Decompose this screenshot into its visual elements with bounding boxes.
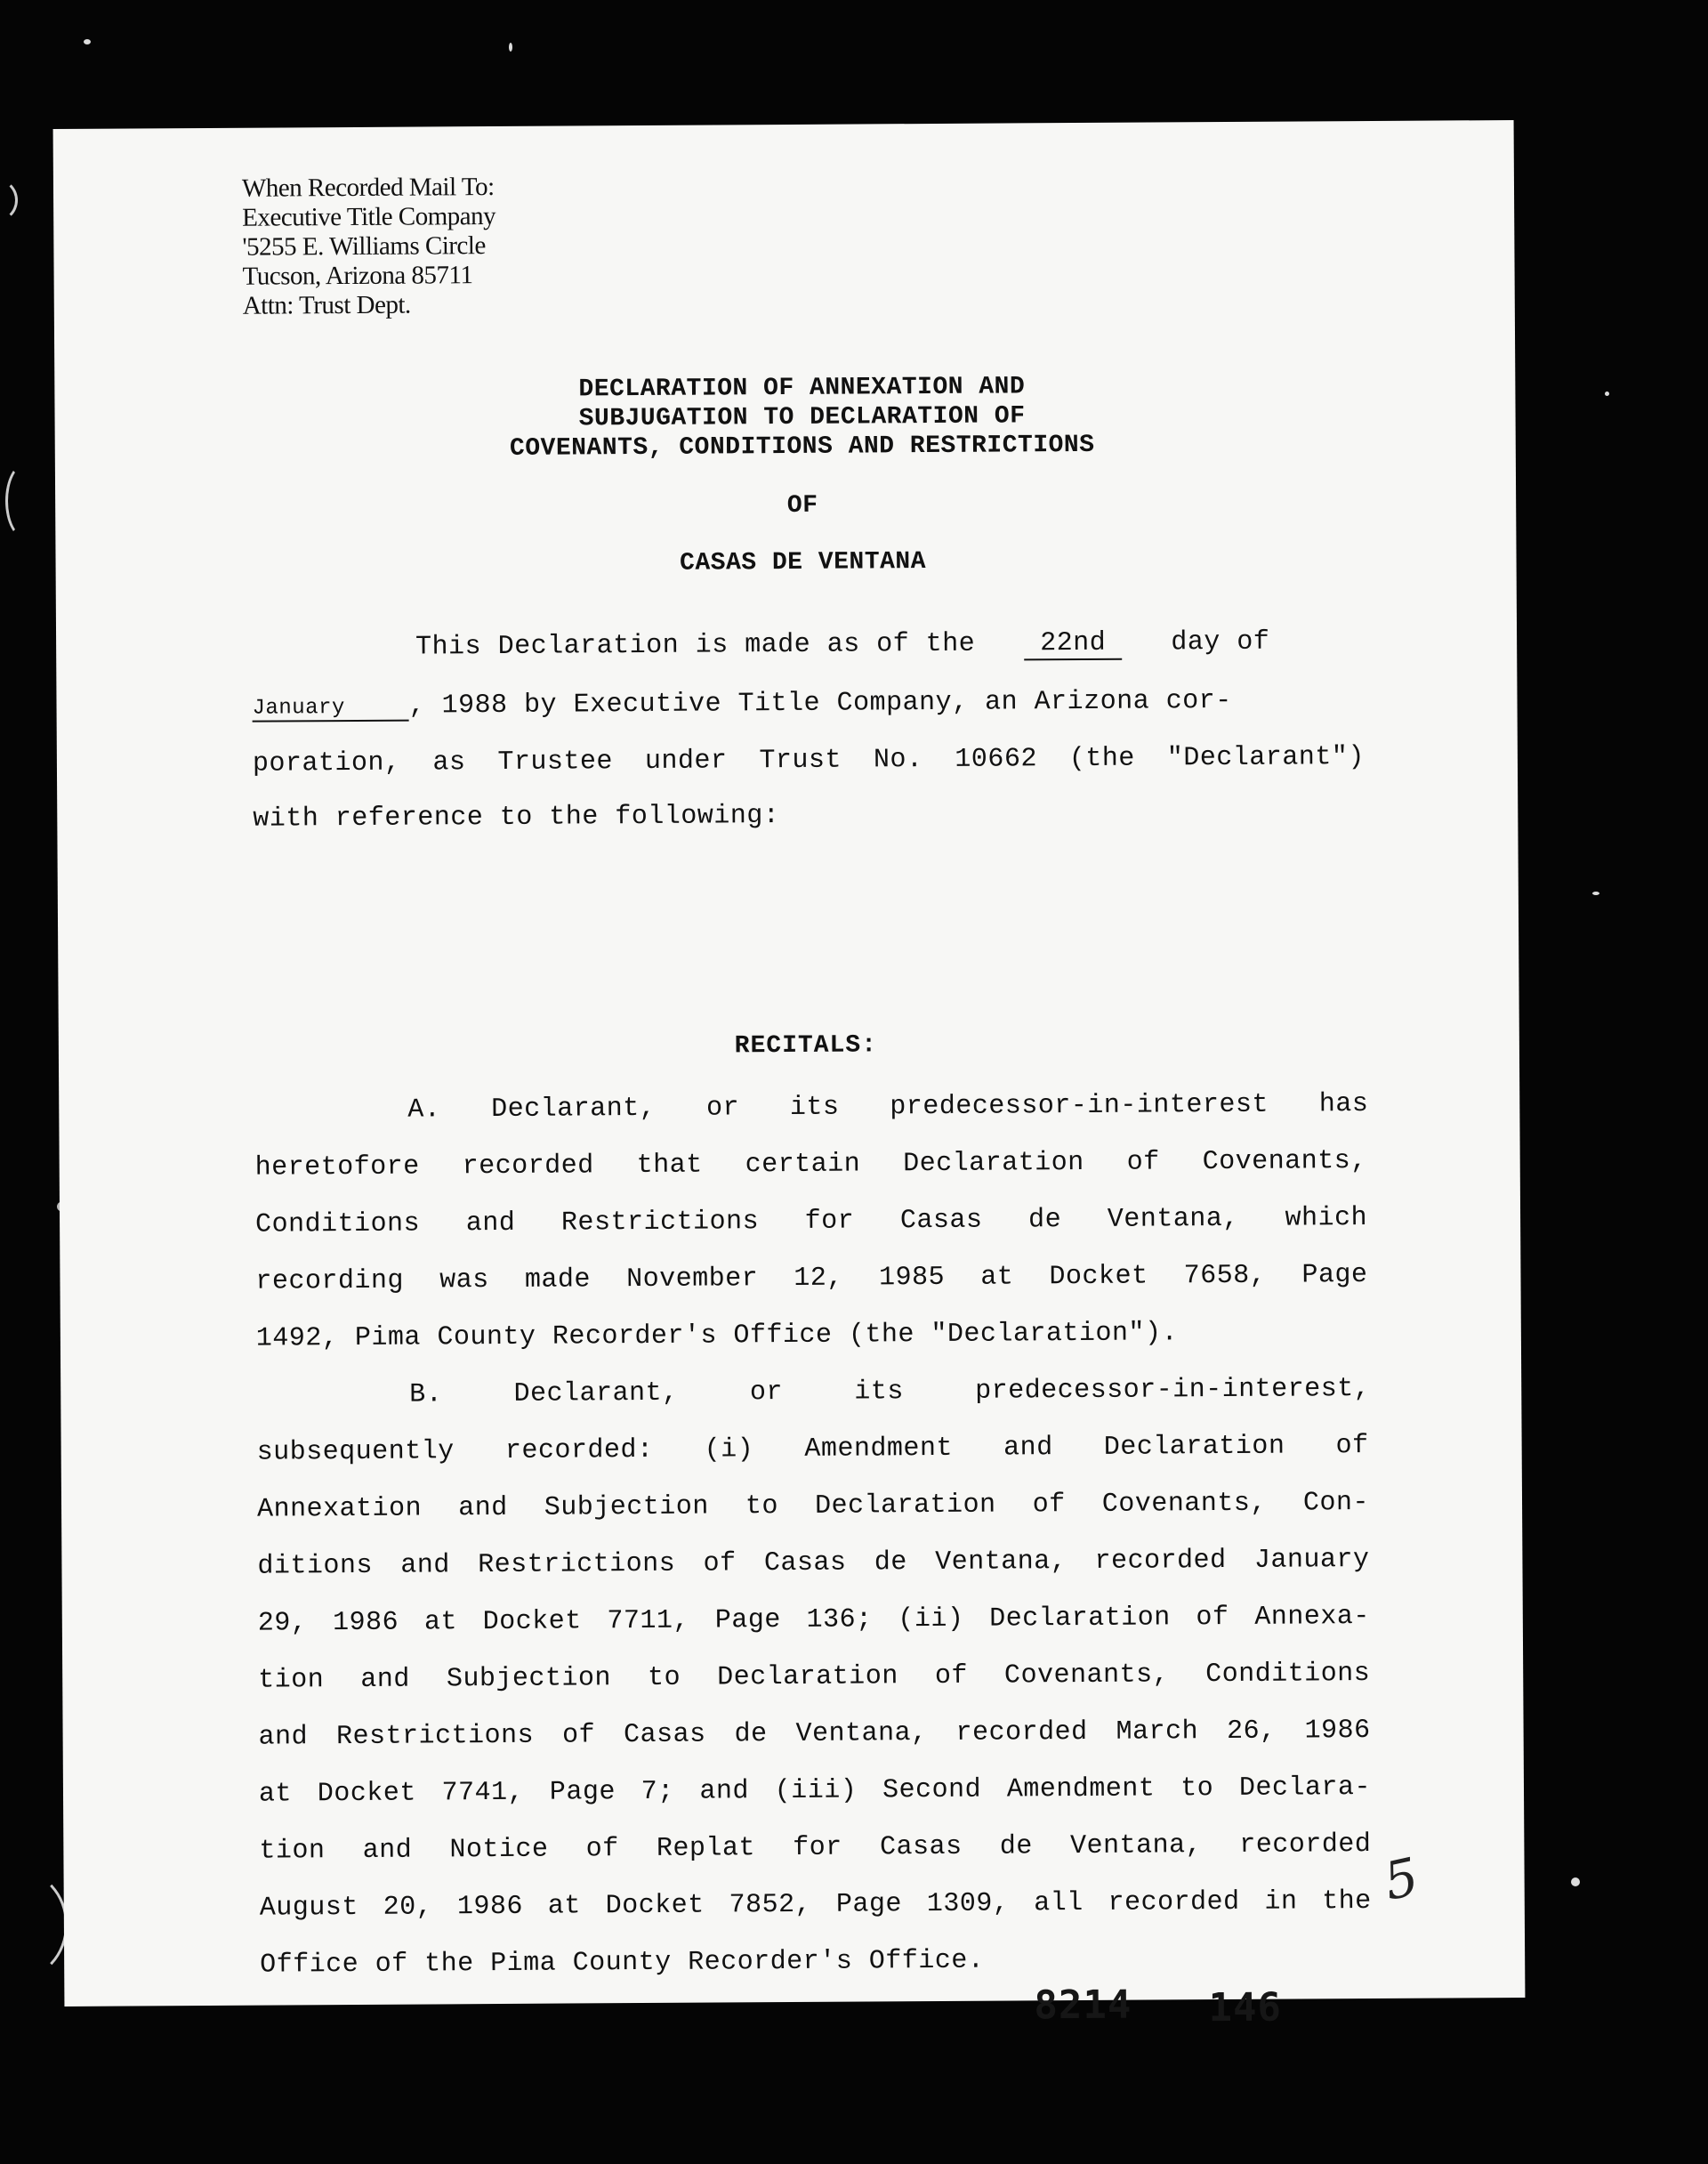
mail-to-company: Executive Title Company [242,201,496,232]
recital-a-line: A. Declarant, or its predecessor-in-interest has [407,1089,1369,1126]
scan-edge-arc [5,463,46,539]
scan-speck [509,43,512,52]
intro-line-3: poration, as Trustee under Trust No. 10662 (the "Declarant") [252,742,1366,779]
title-line: SUBJUGATION TO DECLARATION OF [578,402,1026,433]
title-line: DECLARATION OF ANNEXATION AND [578,373,1026,404]
recital-b-line: at Docket 7741, Page 7; and (iii) Second Amendment to Declara- [258,1772,1372,1810]
month-fill-in: January [252,696,408,723]
mail-to-attn: Attn: Trust Dept. [242,290,411,320]
scan-speck [84,39,91,44]
intro-text: This Declaration is made as of the [415,628,976,663]
recital-b-line: August 20, 1986 at Docket 7852, Page 1309, all recorded in the [259,1886,1372,1924]
scan-speck [1571,1877,1580,1886]
mail-to-heading: When Recorded Mail To: [241,173,495,203]
scan-edge-arc [0,178,18,222]
document-page [53,120,1526,2031]
recital-a-line: heretofore recorded that certain Declaration of Covenants, [254,1146,1367,1183]
recital-a-line: 1492, Pima County Recorder's Office (the "Declaration"). [255,1318,1179,1354]
recital-b-line: tion and Notice of Replat for Casas de Ventana, recorded [259,1829,1372,1867]
recital-b-line: ditions and Restrictions of Casas de Ventana, recorded January [257,1545,1370,1582]
recitals-heading: RECITALS: [734,1031,878,1061]
recital-b-line: B. Declarant, or its predecessor-in-interest, [409,1374,1371,1410]
scan-edge-arc [0,1869,68,1981]
day-fill-in: 22nd [1024,628,1122,661]
title-of: OF [786,491,818,521]
recital-b-line: tion and Subjection to Declaration of Covenants, Conditions [258,1659,1371,1696]
title-property-name: CASAS DE VENTANA [680,548,927,577]
document-title [54,369,1550,466]
recital-b-line: Annexation and Subjection to Declaration of Covenants, Con- [256,1488,1370,1525]
mail-to-city: Tucson, Arizona 85711 [242,261,473,291]
mail-to-block [242,173,496,321]
handwritten-mark: 5 [1378,1845,1424,1912]
scan-speck [1592,892,1599,895]
intro-line-1 [415,626,1367,665]
intro-line-4: with reference to the following: [253,801,780,835]
recital-a-line: recording was made November 12, 1985 at Docket 7658, Page [255,1260,1368,1297]
recital-a-line: Conditions and Restrictions for Casas de Ventana, which [254,1203,1368,1240]
page-number: 146 [1208,1984,1283,2031]
recital-b-line: and Restrictions of Casas de Ventana, recorded March 26, 1986 [258,1716,1371,1753]
recital-b-line: subsequently recorded: (i) Amendment and Declaration of [256,1431,1369,1468]
recital-b-line: Office of the Pima County Recorder's Office. [260,1945,985,1981]
recital-b-line: 29, 1986 at Docket 7711, Page 136; (ii) Declaration of Annexa- [257,1602,1370,1639]
title-line: COVENANTS, CONDITIONS AND RESTRICTIONS [509,431,1095,463]
intro-line-2 [252,685,1364,723]
intro-text: day of [1171,626,1270,658]
docket-number: 8214 [1034,1982,1132,2029]
scan-speck [1605,392,1609,396]
intro-text: , 1988 by Executive Title Company, an Arizona cor- [408,685,1232,722]
mail-to-street: '5255 E. Williams Circle [242,231,486,262]
